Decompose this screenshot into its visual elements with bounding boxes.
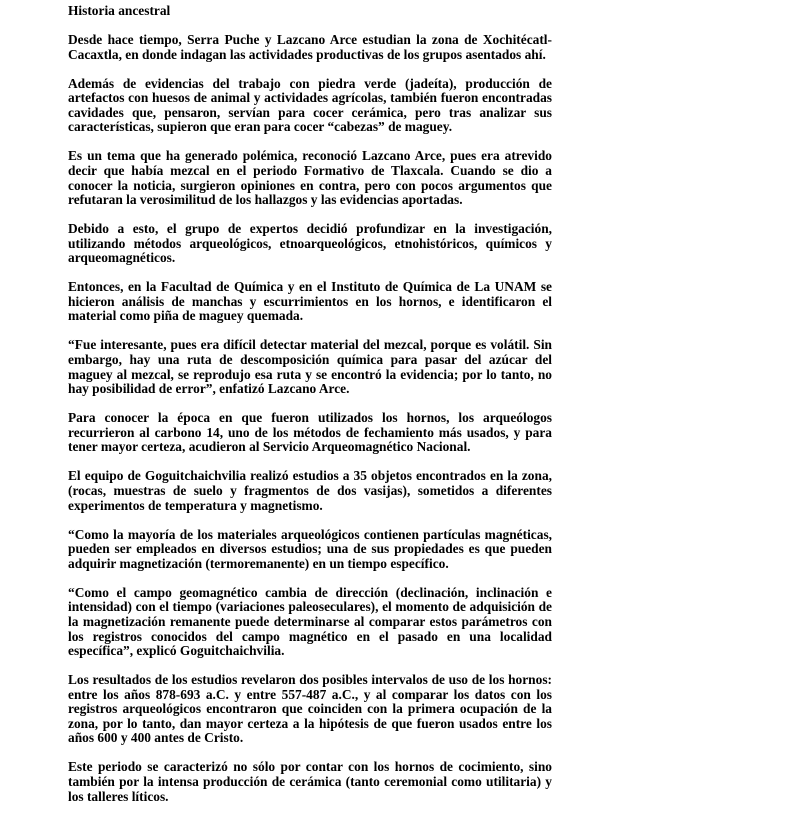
paragraph: Entonces, en la Facultad de Química y en el Instituto de Química de La UNAM se hicieron análisis de manchas y escurrimientos en los hornos, e identificaron el material como piña de maguey quemada.: [68, 279, 552, 324]
paragraph: “Como el campo geomagnético cambia de dirección (declinación, inclinación e intensidad) con el tiempo (variaciones paleoseculares), el momento de adquisición de la magnetización remanente puede determinarse al comparar estos parámetros con los registros conocidos del campo magnético en el pasado en una localidad específica”, explicó Goguitchaichvilia.: [68, 584, 552, 659]
paragraph: “Como la mayoría de los materiales arqueológicos contienen partículas magnéticas, pueden ser empleados en diversos estudios; una de sus propiedades es que pueden adquirir magnetización (termoremanente) en un tiempo específico.: [68, 526, 552, 571]
paragraph: Además de evidencias del trabajo con piedra verde (jadeíta), producción de artefactos con huesos de animal y actividades agrícolas, también fueron encontradas cavidades que, pensaron, servían para cocer cerámica, pero tras analizar sus características, supieron que eran para cocer “cabezas” de maguey.: [68, 75, 552, 135]
paragraph: Este periodo se caracterizó no sólo por contar con los hornos de cocimiento, sino también por la intensa producción de cerámica (tanto ceremonial como utilitaria) y los talleres líticos.: [68, 759, 552, 804]
document-body: [68, 4, 552, 819]
paragraph: Desde hace tiempo, Serra Puche y Lazcano Arce estudian la zona de Xochitécatl-Cacaxtla, en donde indagan las actividades productivas de los grupos asentados ahí.: [68, 31, 552, 62]
paragraph: “Fue interesante, pues era difícil detectar material del mezcal, porque es volátil. Sin embargo, hay una ruta de descomposición química para pasar del azúcar del maguey al mezcal, se reprodujo esa ruta y se encontró la evidencia; por lo tanto, no hay posibilidad de error”, enfatizó Lazcano Arce.: [68, 337, 552, 397]
document-title: Historia ancestral: [68, 3, 171, 18]
paragraph: Los resultados de los estudios revelaron dos posibles intervalos de uso de los hornos: entre los años 878-693 a.C. y entre 557-487 a.C., y al comparar los datos con los registros arqueológicos encontraron que coinciden con la primera ocupación de la zona, por lo tanto, dan mayor certeza a la hipótesis de que fueron usados entre los años 600 y 400 antes de Cristo.: [68, 672, 552, 746]
paragraph: Para conocer la época en que fueron utilizados los hornos, los arqueólogos recurrieron al carbono 14, uno de los métodos de fechamiento más usados, y para tener mayor certeza, acudieron al Servicio Arqueomagnético Nacional.: [68, 410, 552, 455]
paragraph: El equipo de Goguitchaichvilia realizó estudios a 35 objetos encontrados en la zona, (rocas, muestras de suelo y fragmentos de dos vasijas), sometidos a diferentes experimentos de temperatura y magnetismo.: [68, 468, 552, 513]
paragraph: Debido a esto, el grupo de expertos decidió profundizar en la investigación, utilizando métodos arqueológicos, etnoarqueológicos, etnohistóricos, químicos y arqueomagnéticos.: [68, 221, 552, 266]
paragraph: Es un tema que ha generado polémica, reconoció Lazcano Arce, pues era atrevido decir que había mezcal en el periodo Formativo de Tlaxcala. Cuando se dio a conocer la noticia, surgieron opiniones en contra, pero con pocos argumentos que refutaran la verosimilitud de los hallazgos y las evidencias aportadas.: [68, 148, 552, 208]
